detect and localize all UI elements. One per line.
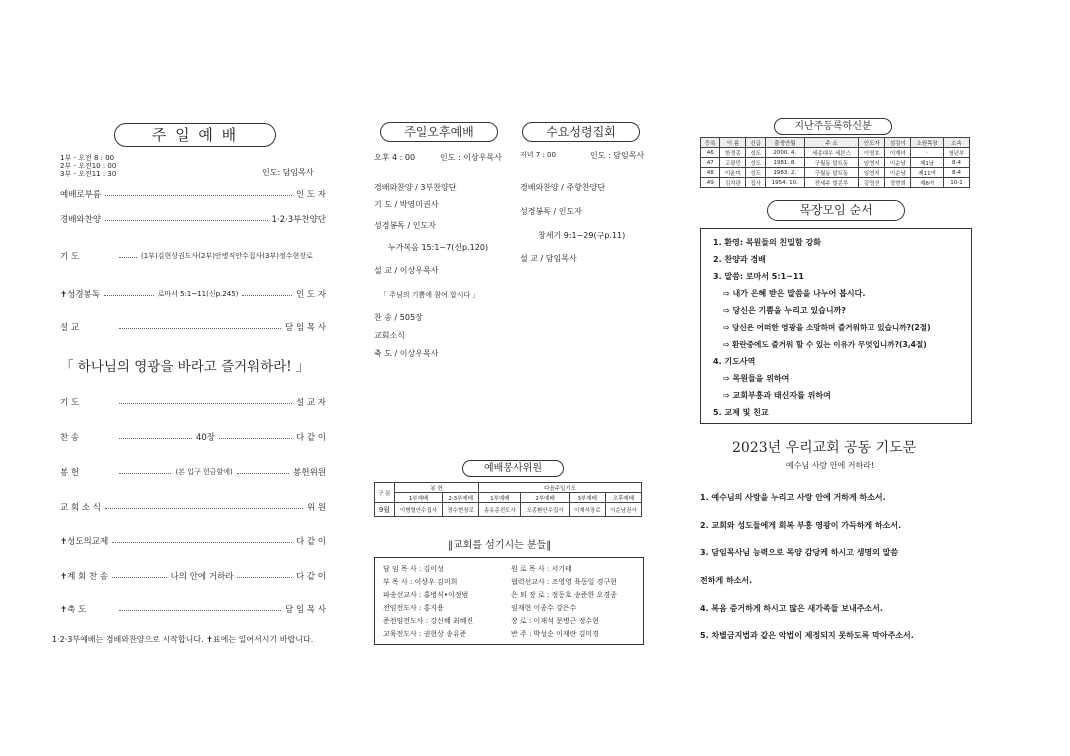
order-mid: 로마서 5:1~11(신p.245) xyxy=(157,290,239,298)
servant-right-6: 반 주 : 박성순 이재란 김미경 xyxy=(511,630,599,638)
cell-line-3: 3. 말씀: 로마서 5:1~11 xyxy=(713,272,804,281)
servant-left-3: 파송선교사 : 홍병식•이정범 xyxy=(383,591,469,599)
service-cell-1: 이병렬안수집사 xyxy=(394,503,442,517)
nc-h-5: 주 소 xyxy=(804,138,859,148)
order-row-10 xyxy=(60,535,326,547)
order-label: 예배로부름 xyxy=(60,190,102,200)
time-3: 3부 - 오전11 : 30 xyxy=(60,170,117,178)
servant-right-5: 장 로 : 이재석 문병근 정수현 xyxy=(511,617,599,625)
order-label: ✝계 회 찬 송 xyxy=(60,572,109,582)
nc-h-8: 소원목장 xyxy=(911,138,944,148)
service-sub-5: 3부예배 xyxy=(569,493,605,503)
nc-h-1: 등록 xyxy=(701,138,720,148)
afternoon-time: 오후 4 : 00 xyxy=(374,153,416,162)
order-right: 다 같 이 xyxy=(295,433,327,443)
nc-cell: 10-1 xyxy=(943,178,969,188)
order-row-2 xyxy=(60,213,326,225)
servant-left-2: 부 목 사 : 이상우 김미희 xyxy=(383,578,458,586)
afternoon-title xyxy=(380,122,498,142)
nc-cell: 1954. 10. xyxy=(765,178,804,188)
afternoon-line-7: 찬 송 / 505장 xyxy=(374,313,423,322)
afternoon-title-text: 주일오후예배 xyxy=(404,125,474,139)
order-row-9 xyxy=(60,501,326,513)
table-row xyxy=(375,493,642,503)
nc-cell: 제11여 xyxy=(911,168,944,178)
service-title xyxy=(462,460,564,477)
time-2: 2부 - 오전10 : 00 xyxy=(60,162,117,170)
service-offering-header: 봉 헌 xyxy=(394,483,478,493)
service-cell-2: 정수현장로 xyxy=(443,503,479,517)
wednesday-line-3: 창세기 9:1~29(구p.11) xyxy=(538,231,626,240)
table-row xyxy=(701,138,970,148)
servants-title: ‖교회를 섬기시는 분들‖ xyxy=(448,540,552,551)
servant-left-4: 전임전도사 : 홍지용 xyxy=(383,604,444,612)
nc-cell: 49 xyxy=(701,178,720,188)
order-row-12 xyxy=(60,603,326,615)
wednesday-time: 저녁 7 : 00 xyxy=(520,151,556,159)
cell-box xyxy=(700,228,972,424)
cell-title-text: 목장모임 순서 xyxy=(799,203,873,217)
nc-cell: 47 xyxy=(701,158,720,168)
order-right: 위 원 xyxy=(306,503,326,513)
wednesday-line-1: 경배와찬양 / 주향찬양단 xyxy=(520,183,606,192)
service-table xyxy=(374,482,642,517)
cell-line-9: ⇨ 목원들을 위하여 xyxy=(723,374,790,383)
table-row xyxy=(375,503,642,517)
nc-cell: 이순남 xyxy=(885,168,911,178)
nc-cell: 세종대우 세븐스 xyxy=(804,148,859,158)
order-right: 설 교 자 xyxy=(295,398,326,408)
nc-cell: 46 xyxy=(701,148,720,158)
nc-h-3: 신급 xyxy=(746,138,765,148)
prayer-line-2: 2. 교회와 성도들에게 회복 부흥 영광이 가득하게 하소서. xyxy=(700,521,902,530)
service-cat-header: 구 분 xyxy=(375,483,395,503)
order-label: ✝축 도 xyxy=(60,605,87,615)
table-row xyxy=(701,158,970,168)
nc-cell: 고광민 xyxy=(720,158,746,168)
order-mid: 나의 안에 거하라 xyxy=(170,572,234,582)
newcomers-title xyxy=(774,118,892,135)
service-prayer-header: 다음주일기도 xyxy=(479,483,642,493)
nc-cell: 김영선 xyxy=(859,178,885,188)
nc-cell: 이윤미 xyxy=(720,168,746,178)
order-label: 설 교 xyxy=(60,323,80,333)
order-label: 찬 송 xyxy=(60,433,80,443)
service-sub-6: 오후예배 xyxy=(605,493,641,503)
nc-cell: 임영지 xyxy=(859,158,885,168)
prayer-line-3: 3. 담임목사님 능력으로 목양 감당케 하시고 생명의 말씀 xyxy=(700,548,899,557)
prayer-line-4: 전하게 하소서. xyxy=(700,576,753,585)
time-1: 1부 - 오전 8 : 00 xyxy=(60,154,115,162)
prayer-subtitle: 예수님 사랑 안에 거하라! xyxy=(786,461,875,470)
nc-h-7: 섬김이 xyxy=(885,138,911,148)
nc-cell: 임영지 xyxy=(859,168,885,178)
afternoon-line-8: 교회소식 xyxy=(374,331,405,340)
worship-title xyxy=(114,123,276,147)
worship-times xyxy=(60,154,116,178)
order-row-1 xyxy=(60,188,326,200)
service-sub-3: 1부예배 xyxy=(479,493,521,503)
cell-line-10: ⇨ 교회부흥과 태신자를 위하여 xyxy=(723,391,831,400)
service-cell-5: 이재석장로 xyxy=(569,503,605,517)
order-row-5 xyxy=(60,321,326,333)
order-label: 기 도 xyxy=(60,252,80,262)
service-title-text: 예배봉사위원 xyxy=(484,463,542,474)
nc-cell: 제1남 xyxy=(911,158,944,168)
nc-cell: 2000. 4. xyxy=(765,148,804,158)
nc-h-2: 이 름 xyxy=(720,138,746,148)
wednesday-line-2: 성경봉독 / 인도자 xyxy=(520,207,582,216)
wednesday-leader: 인도 : 담임목사 xyxy=(590,151,645,160)
nc-cell: 한경종 xyxy=(720,148,746,158)
afternoon-leader: 인도 : 이상우목사 xyxy=(440,153,502,162)
service-sub-1: 1부예배 xyxy=(394,493,442,503)
afternoon-line-5: 설 교 / 이상우목사 xyxy=(374,266,439,275)
order-mid: 40장 xyxy=(195,433,215,443)
nc-cell: 8-4 xyxy=(943,168,969,178)
cell-line-4: ⇨ 내가 은혜 받은 말씀을 나누어 봅시다. xyxy=(723,289,866,298)
order-right: 담 임 목 사 xyxy=(285,605,326,615)
servant-right-1: 원 로 목 사 : 서기태 xyxy=(511,565,572,573)
wednesday-line-4: 설 교 / 담임목사 xyxy=(520,254,577,263)
table-row xyxy=(701,178,970,188)
order-row-7 xyxy=(60,431,326,443)
nc-cell: 1981. 8. xyxy=(765,158,804,168)
nc-cell: 성도 xyxy=(746,148,765,158)
cell-line-2: 2. 찬양과 경배 xyxy=(713,255,766,264)
order-right: 다 같 이 xyxy=(295,537,326,547)
nc-cell: 제6여 xyxy=(911,178,944,188)
afternoon-line-1: 경배와찬양 / 3부찬양단 xyxy=(374,183,457,192)
table-row xyxy=(701,148,970,158)
order-mid: (1부)김현상권도사(2부)안병직안수집사(3부)정수현장로 xyxy=(141,252,313,260)
nc-cell: · xyxy=(911,148,944,158)
nc-cell: 이순남 xyxy=(885,158,911,168)
wednesday-title xyxy=(522,122,640,142)
servant-right-2: 협력선교사 : 조영영 육동일 경구현 xyxy=(511,578,617,586)
nc-cell: 이재녀 xyxy=(885,148,911,158)
worship-leader: 인도: 담임목사 xyxy=(262,168,314,177)
order-row-11 xyxy=(60,570,326,582)
nc-cell: 48 xyxy=(701,168,720,178)
nc-cell: 김지판 xyxy=(720,178,746,188)
cell-title xyxy=(767,200,905,221)
cell-line-5: ⇨ 당신은 기쁨을 누리고 있습니까? xyxy=(723,306,846,315)
nc-h-4: 출생연월 xyxy=(765,138,804,148)
afternoon-line-9: 축 도 / 이상우목사 xyxy=(374,349,439,358)
order-right: 인 도 자 xyxy=(295,190,326,200)
afternoon-line-3: 성경봉독 / 인도자 xyxy=(374,221,436,230)
service-cell-3: 송유준전도사 xyxy=(479,503,521,517)
nc-cell: 이영호 xyxy=(859,148,885,158)
prayer-line-1: 1. 예수님의 사랑을 누리고 사랑 안에 거하게 하소서. xyxy=(700,493,886,502)
order-row-3 xyxy=(60,250,326,262)
servant-right-4: 임재현 이종수 강은수 xyxy=(511,604,577,612)
order-label: 경배와찬양 xyxy=(60,215,102,225)
order-mid: (본 입구 헌금함에) xyxy=(175,468,233,476)
afternoon-line-4: 누가복음 15:1~7(신p.120) xyxy=(388,243,489,252)
order-label: 교 회 소 식 xyxy=(60,503,101,513)
service-cell-4: 오종환안수집사 xyxy=(521,503,569,517)
nc-cell: 구월동 말트동 xyxy=(804,158,859,168)
cell-line-7: ⇨ 환란중에도 즐거워 할 수 있는 이유가 무엇입니까?(3,4절) xyxy=(723,340,927,349)
nc-cell: 성도 xyxy=(746,168,765,178)
newcomers-table xyxy=(700,137,970,188)
nc-cell: 집사 xyxy=(746,178,765,188)
order-right: 다 같 이 xyxy=(295,572,327,582)
order-label: ✝성도의교제 xyxy=(60,537,109,547)
prayer-line-6: 5. 차별금지법과 같은 악법이 제정되지 못하도록 막아주소서. xyxy=(700,631,914,640)
nc-cell: 전세주 빌콘루 xyxy=(804,178,859,188)
servant-right-3: 은 퇴 장 로 : 정동호 송준한 오경종 xyxy=(511,591,617,599)
order-right: 인 도 자 xyxy=(295,290,327,300)
worship-title-text: 주 일 예 배 xyxy=(151,126,239,144)
nc-cell: 1983. 2. xyxy=(765,168,804,178)
cell-line-11: 5. 교제 및 친교 xyxy=(713,408,769,417)
servant-left-1: 담 임 목 사 : 김이성 xyxy=(383,565,444,573)
servants-box xyxy=(374,557,644,645)
order-row-4 xyxy=(60,288,326,300)
order-row-6 xyxy=(60,396,326,408)
cell-line-1: 1. 환영: 목원들의 친밀함 강화 xyxy=(713,238,821,247)
order-row-8 xyxy=(60,466,326,478)
afternoon-line-2: 기 도 / 박영미권사 xyxy=(374,200,439,209)
servant-left-5: 준전임전도사 : 강신혜 최혜진 xyxy=(383,617,474,625)
service-month: 9월 xyxy=(375,503,395,517)
newcomers-title-text: 지난주등록하신분 xyxy=(794,121,872,132)
servant-left-6: 교육전도사 : 권현상 송유준 xyxy=(383,630,467,638)
prayer-line-5: 4. 복음 증거하게 하시고 많은 새가족들 보내주소서. xyxy=(700,604,883,613)
order-label: 봉 헌 xyxy=(60,468,80,478)
order-right: 1·2·3부찬양단 xyxy=(271,215,326,225)
nc-cell: 8-4 xyxy=(943,158,969,168)
order-right: 담 임 목 사 xyxy=(285,323,326,333)
order-label: ✝성경봉독 xyxy=(60,290,100,300)
table-row xyxy=(701,168,970,178)
prayer-title: 2023년 우리교회 공동 기도문 xyxy=(732,440,917,456)
service-sub-4: 2부예배 xyxy=(521,493,569,503)
nc-cell: 성도 xyxy=(746,158,765,168)
cell-line-6: ⇨ 당신은 어떠한 영광을 소망하며 즐거워하고 있습니까?(2절) xyxy=(723,323,931,332)
order-label: 기 도 xyxy=(60,398,80,408)
worship-footnote: 1·2·3부예배는 경배와찬양으로 시작합니다. ✝표에는 일어서시기 바랍니다. xyxy=(52,635,314,644)
nc-cell: 청년부 xyxy=(943,148,969,158)
order-right: 봉헌위원 xyxy=(293,468,327,478)
sermon-title: 「 하나님의 영광을 바라고 즐거워하라! 」 xyxy=(60,359,310,375)
nc-cell: 정현희 xyxy=(885,178,911,188)
nc-h-6: 인도자 xyxy=(859,138,885,148)
table-row xyxy=(375,483,642,493)
nc-h-9: 소속 xyxy=(943,138,969,148)
wednesday-title-text: 수요성령집회 xyxy=(546,125,616,139)
afternoon-line-6: 「 주님의 기쁨에 참여 합시다 」 xyxy=(380,291,480,299)
cell-line-8: 4. 기도사역 xyxy=(713,357,756,366)
service-sub-2: 2·3부예배 xyxy=(443,493,479,503)
service-cell-6: 이순남권사 xyxy=(605,503,641,517)
nc-cell: 구월동 말트동 xyxy=(804,168,859,178)
